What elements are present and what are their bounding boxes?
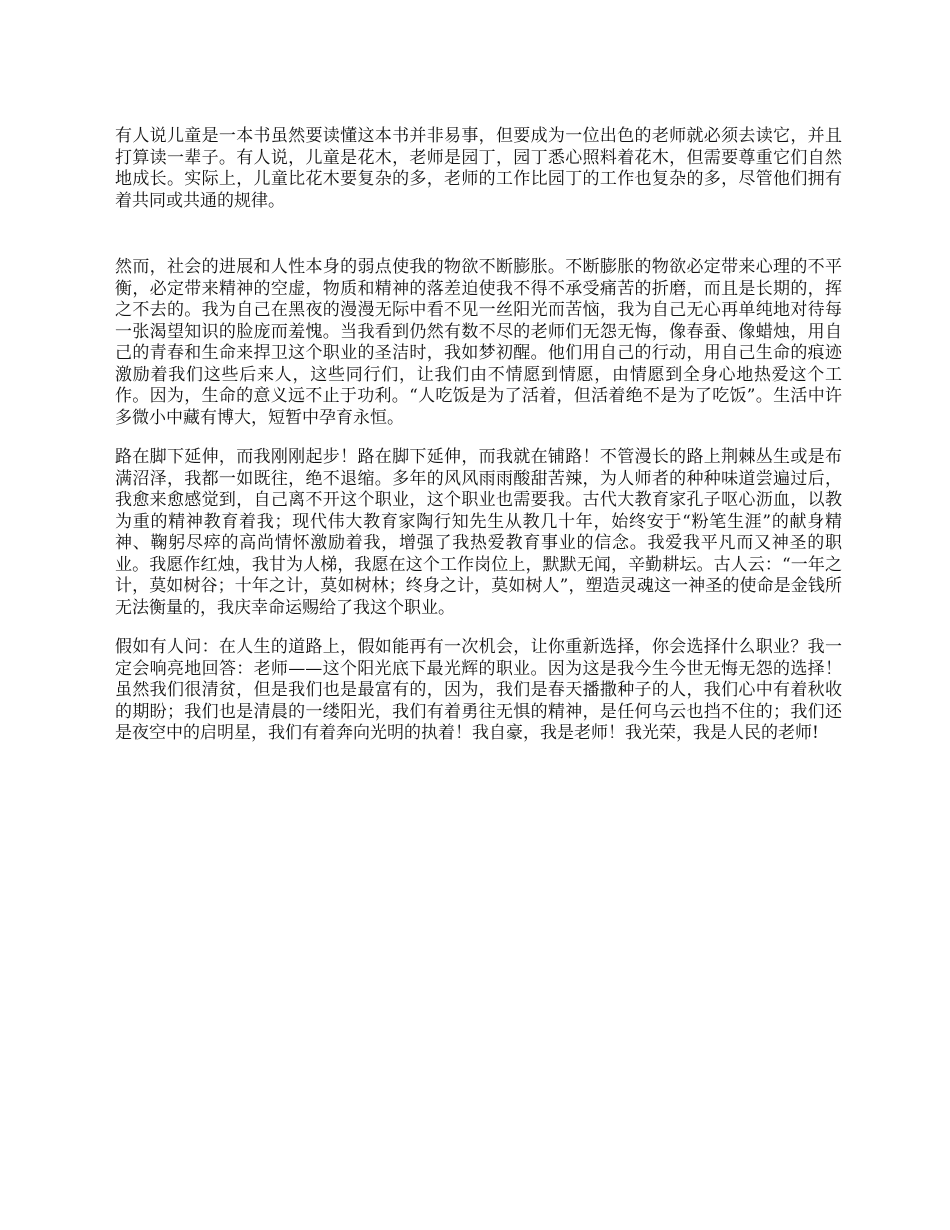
paragraph-4: 假如有人问：在人生的道路上，假如能再有一次机会，让你重新选择，你会选择什么职业？我一定会响亮地回答：老师——这个阳光底下最光辉的职业。因为这是我今生今世无悔无怨的选择！虽然我们很清贫，但是我们也是最富有的，因为，我们是春天播撒种子的人，我们心中有着秋收的期盼；我们也是清晨的一缕阳光，我们有着勇往无惧的精神，是任何乌云也挡不住的；我们还是夜空中的启明星，我们有着奔向光明的执着！我自豪，我是老师！我光荣，我是人民的老师! bbox=[115, 637, 842, 743]
paragraph-3: 路在脚下延伸，而我刚刚起步！路在脚下延伸，而我就在铺路！不管漫长的路上荆棘丛生或是布满沼泽，我都一如既往，绝不退缩。多年的风风雨雨酸甜苦辣，为人师者的种种味道尝遍过后，我愈来愈感觉到，自己离不开这个职业，这个职业也需要我。古代大教育家孔子呕心沥血，以教为重的精神教育着我；现代伟大教育家陶行知先生从教几十年，始终安于“粉笔生涯”的献身精神、鞠躬尽瘁的高尚情怀激励着我，增强了我热爱教育事业的信念。我爱我平凡而又神圣的职业。我愿作红烛，我甘为人梯，我愿在这个工作岗位上，默默无闻，辛勤耕坛。古人云：“一年之计，莫如树谷；十年之计，莫如树林；终身之计，莫如树人”，塑造灵魂这一神圣的使命是金钱所无法衡量的，我庆幸命运赐给了我这个职业。 bbox=[115, 447, 842, 618]
paragraph-1: 有人说儿童是一本书虽然要读懂这本书并非易事，但要成为一位出色的老师就必须去读它，并且打算读一辈子。有人说，儿童是花木，老师是园丁，园丁悉心照料着花木，但需要尊重它们自然地成长。实际上，儿童比花木要复杂的多，老师的工作比园丁的工作也复杂的多，尽管他们拥有着共同或共通的规律。 bbox=[115, 126, 842, 211]
document-body bbox=[115, 126, 842, 745]
paragraph-2: 然而，社会的进展和人性本身的弱点使我的物欲不断膨胀。不断膨胀的物欲必定带来心理的不平衡，必定带来精神的空虚，物质和精神的落差迫使我不得不承受痛苦的折磨，而且是长期的，挥之不去的。我为自己在黑夜的漫漫无际中看不见一丝阳光而苦恼，我为自己无心再单纯地对待每一张渴望知识的脸庞而羞愧。当我看到仍然有数不尽的老师们无怨无悔，像春蚕、像蜡烛，用自己的青春和生命来捍卫这个职业的圣洁时，我如梦初醒。他们用自己的行动，用自己生命的痕迹激励着我们这些后来人，这些同行们，让我们由不情愿到情愿，由情愿到全身心地热爱这个工作。因为，生命的意义远不止于功利。“人吃饭是为了活着，但活着绝不是为了吃饭”。生活中许多微小中藏有博大，短暂中孕育永恒。 bbox=[115, 257, 842, 428]
